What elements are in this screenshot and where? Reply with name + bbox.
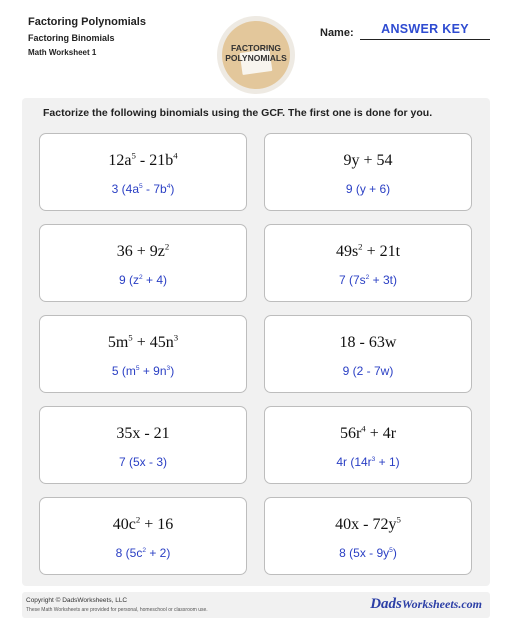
answer-expression: [40, 455, 246, 469]
topic-badge: [217, 16, 295, 94]
answer-expression: [265, 364, 471, 378]
problem-card: [39, 497, 247, 575]
problem-expression: [265, 243, 471, 261]
answer-key-label: ANSWER KEY: [360, 22, 490, 40]
term-text: 3 (4a: [111, 182, 139, 196]
exponent: 5: [139, 183, 143, 191]
problem-card: [39, 224, 247, 302]
term-text: - 7b: [142, 182, 167, 196]
badge-text: [222, 43, 290, 63]
term-text: + 45n: [132, 334, 174, 351]
exponent: 5: [135, 365, 140, 373]
worksheet-number: Math Worksheet 1: [28, 48, 97, 57]
site-logo: DadsWorksheets.com: [370, 596, 482, 612]
term-text: 36 + 9z: [116, 243, 165, 260]
problem-expression: [40, 152, 246, 170]
term-text: 35x - 21: [116, 425, 170, 442]
problem-expression: [40, 243, 246, 261]
answer-expression: [265, 182, 471, 196]
exponent: 4: [361, 423, 366, 434]
exponent: 3: [166, 365, 171, 373]
copyright-text: Copyright © DadsWorksheets, LLC: [26, 597, 128, 604]
term-text: 5m: [107, 334, 129, 351]
problem-expression: [265, 516, 471, 534]
exponent: 3: [173, 332, 179, 343]
worksheet-header: [28, 16, 146, 57]
exponent: 5: [128, 332, 133, 343]
term-text: 4r (14r: [336, 455, 372, 469]
term-text: 7 (5x - 3): [118, 455, 167, 469]
answer-expression: [265, 273, 471, 287]
exponent: 2: [164, 241, 170, 252]
term-text: 9 (z: [118, 273, 139, 287]
exponent: 5: [396, 514, 401, 525]
problem-card: [264, 315, 472, 393]
name-label: Name:: [320, 27, 354, 39]
problem-expression: [265, 152, 471, 170]
term-text: 8 (5x - 9y: [339, 546, 390, 560]
answer-expression: [265, 455, 471, 469]
term-text: - 21b: [135, 152, 174, 169]
problem-expression: [40, 334, 246, 352]
answer-expression: [40, 364, 246, 378]
term-text: + 4): [142, 273, 168, 287]
term-text: 5 (m: [111, 364, 136, 378]
term-text: 8 (5c: [115, 546, 143, 560]
exponent: 3: [371, 456, 376, 464]
term-text: ): [392, 546, 397, 560]
term-text: + 4r: [365, 425, 397, 442]
term-text: 7 (7s: [338, 273, 366, 287]
worksheet-title: Factoring Polynomials: [28, 16, 146, 28]
worksheet-subtitle: Factoring Binomials: [28, 33, 115, 43]
answer-expression: [40, 546, 246, 560]
exponent: 5: [131, 150, 136, 161]
exponent: 4: [166, 183, 171, 191]
problem-card: [264, 133, 472, 211]
problem-expression: [40, 516, 246, 534]
exponent: 2: [142, 547, 146, 555]
exponent: 2: [138, 274, 143, 282]
footer: [22, 592, 490, 618]
term-text: 49s: [335, 243, 359, 260]
instructions: Factorize the following binomials using the GCF. The first one is done for you.: [43, 107, 433, 119]
term-text: 56r: [339, 425, 362, 442]
term-text: + 9n: [139, 364, 167, 378]
badge-line-1: FACTORING: [231, 43, 281, 53]
term-text: 40c: [112, 516, 136, 533]
problem-expression: [265, 334, 471, 352]
exponent: 2: [365, 274, 370, 282]
problem-card: [39, 406, 247, 484]
usage-note: These Math Worksheets are provided for personal, homeschool or classroom use.: [26, 607, 208, 613]
term-text: 12a: [108, 152, 132, 169]
term-text: 9y + 54: [343, 152, 393, 169]
term-text: 9 (y + 6): [345, 182, 391, 196]
exponent: 5: [389, 547, 393, 555]
badge-line-2: POLYNOMIALS: [225, 53, 287, 63]
problem-card: [264, 497, 472, 575]
term-text: ): [170, 364, 175, 378]
term-text: + 1): [375, 455, 400, 469]
answer-expression: [40, 273, 246, 287]
exponent: 4: [173, 150, 178, 161]
problem-expression: [265, 425, 471, 443]
problem-card: [39, 133, 247, 211]
badge-emblem: [222, 21, 290, 89]
term-text: + 2): [146, 546, 171, 560]
problem-card: [264, 406, 472, 484]
answer-expression: [265, 546, 471, 560]
problem-card: [264, 224, 472, 302]
term-text: 18 - 63w: [339, 334, 397, 351]
answer-expression: [40, 182, 246, 196]
term-text: + 21t: [362, 243, 401, 260]
problem-expression: [40, 425, 246, 443]
problem-card: [39, 315, 247, 393]
exponent: 2: [358, 241, 363, 252]
term-text: + 16: [140, 516, 174, 533]
term-text: + 3t): [369, 273, 398, 287]
term-text: 9 (2 - 7w): [342, 364, 394, 378]
term-text: ): [170, 182, 175, 196]
exponent: 2: [135, 514, 141, 525]
term-text: 40x - 72y: [335, 516, 397, 533]
